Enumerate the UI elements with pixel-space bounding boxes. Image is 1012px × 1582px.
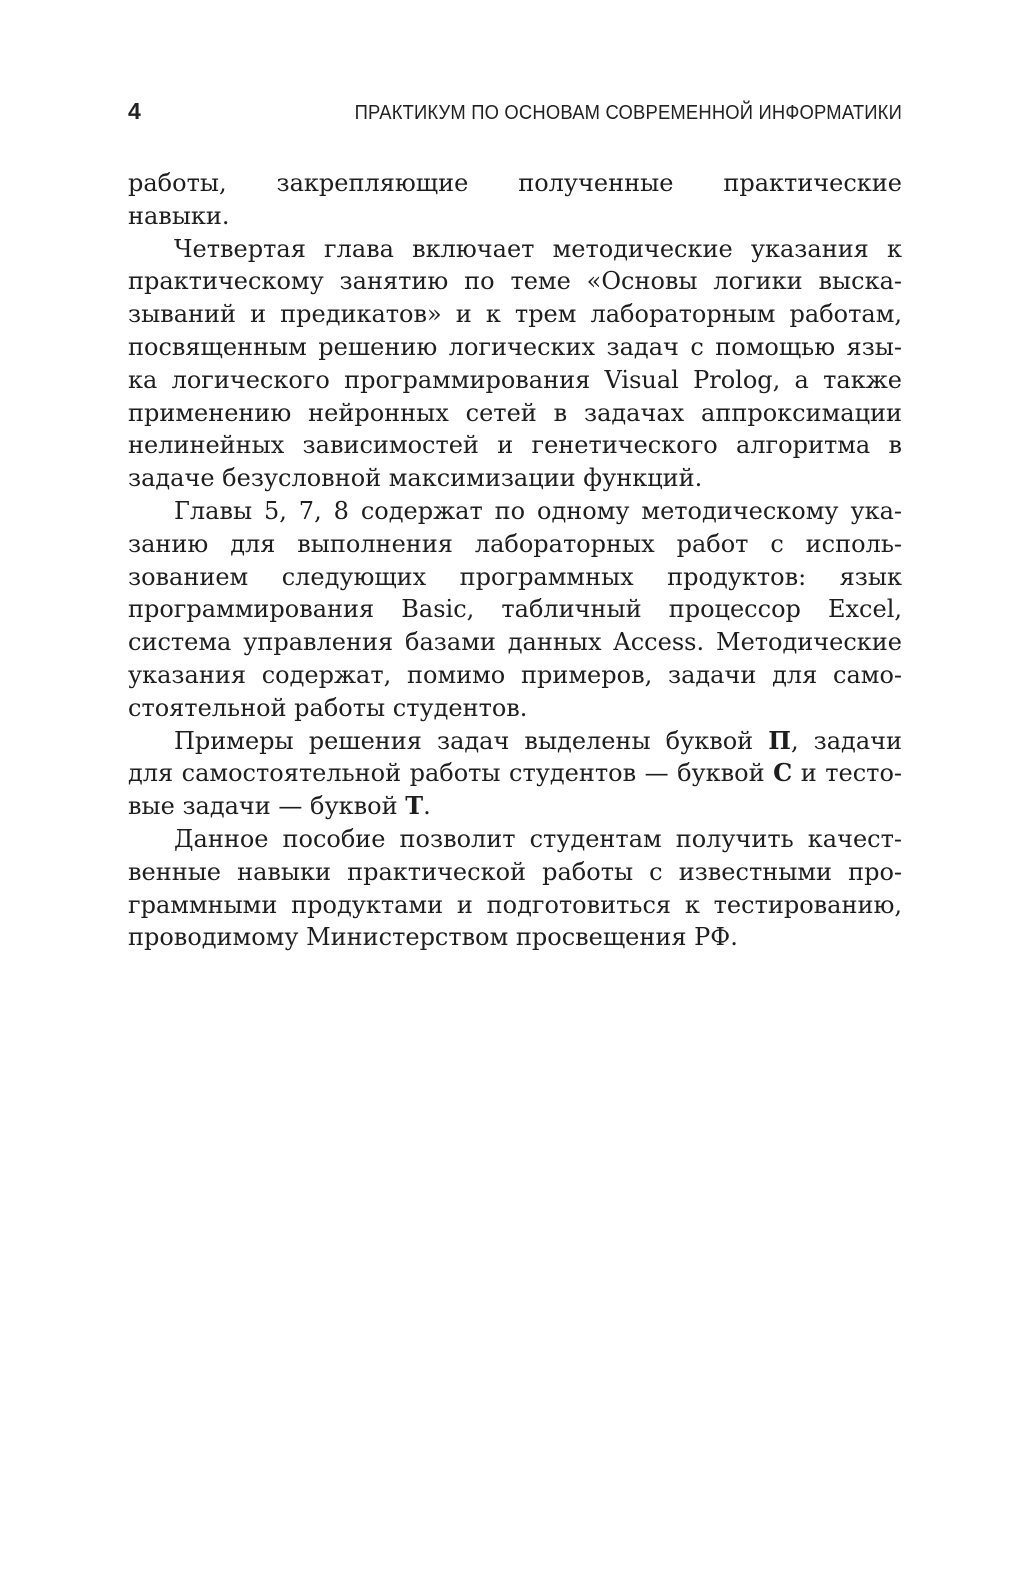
bold-marker-example: П (768, 725, 791, 755)
text-line: зованием следующих программных продуктов: язык (128, 562, 902, 591)
text-line: ка логического программирования Visual Prolog, а также (128, 365, 902, 394)
bold-marker-test: Т (405, 791, 424, 821)
running-header (128, 98, 902, 128)
text-line: Главы 5, 7, 8 содержат по одному методическому ука- (174, 496, 902, 525)
text-fragment: вые задачи — буквой (128, 792, 398, 821)
text-line: занию для выполнения лабораторных работ с исполь- (128, 529, 902, 558)
text-line: применению нейронных сетей в задачах аппроксимации (128, 398, 902, 427)
text-line: практическому занятию по теме «Основы логики выска- (128, 267, 902, 296)
paragraph-chapters-5-7-8 (128, 495, 902, 725)
text-line: посвященным решению логических задач с помощью язы- (128, 332, 902, 361)
text-fragment: Примеры решения задач выделены буквой (174, 726, 754, 755)
text-fragment: . (423, 792, 431, 821)
text-line (128, 790, 902, 823)
text-line: задаче безусловной максимизации функций. (128, 464, 703, 493)
text-line: зываний и предикатов» и к трем лабораторным работам, (128, 300, 902, 329)
text-line: навыки. (128, 201, 230, 230)
text-line: венные навыки практической работы с известными про- (128, 857, 902, 886)
text-line: нелинейных зависимостей и генетического алгоритма в (128, 431, 902, 460)
text-line: стоятельной работы студентов. (128, 693, 528, 722)
text-line: проводимому Министерством просвещения РФ. (128, 923, 738, 952)
text-line: указания содержат, помимо примеров, задачи для само- (128, 660, 902, 689)
paragraph-chapter-four (128, 233, 902, 495)
body-text (128, 167, 902, 954)
text-line (128, 757, 902, 790)
text-fragment: и тесто- (792, 759, 903, 788)
text-line (128, 725, 902, 758)
paragraph-markers (128, 725, 902, 823)
text-line: система управления базами данных Access. Методические (128, 628, 902, 657)
page-number: 4 (128, 98, 141, 124)
text-line: Четвертая глава включает методические указания к (174, 234, 902, 263)
paragraph-continuation (128, 167, 902, 233)
text-line: Данное пособие позволит студентам получить качест- (174, 824, 902, 853)
text-fragment: для самостоятельной работы студентов — буквой (128, 759, 765, 788)
text-line: граммными продуктами и подготовиться к тестированию, (128, 890, 902, 919)
text-line: программирования Basic, табличный процессор Excel, (128, 595, 902, 624)
text-line: работы, закрепляющие полученные практические (128, 169, 902, 197)
text-fragment: , задачи (790, 726, 903, 755)
paragraph-conclusion (128, 823, 902, 954)
bold-marker-self-study: С (773, 758, 793, 788)
running-title: ПРАКТИКУМ ПО ОСНОВАМ СОВРЕМЕННОЙ ИНФОРМАТИКИ (354, 102, 902, 124)
